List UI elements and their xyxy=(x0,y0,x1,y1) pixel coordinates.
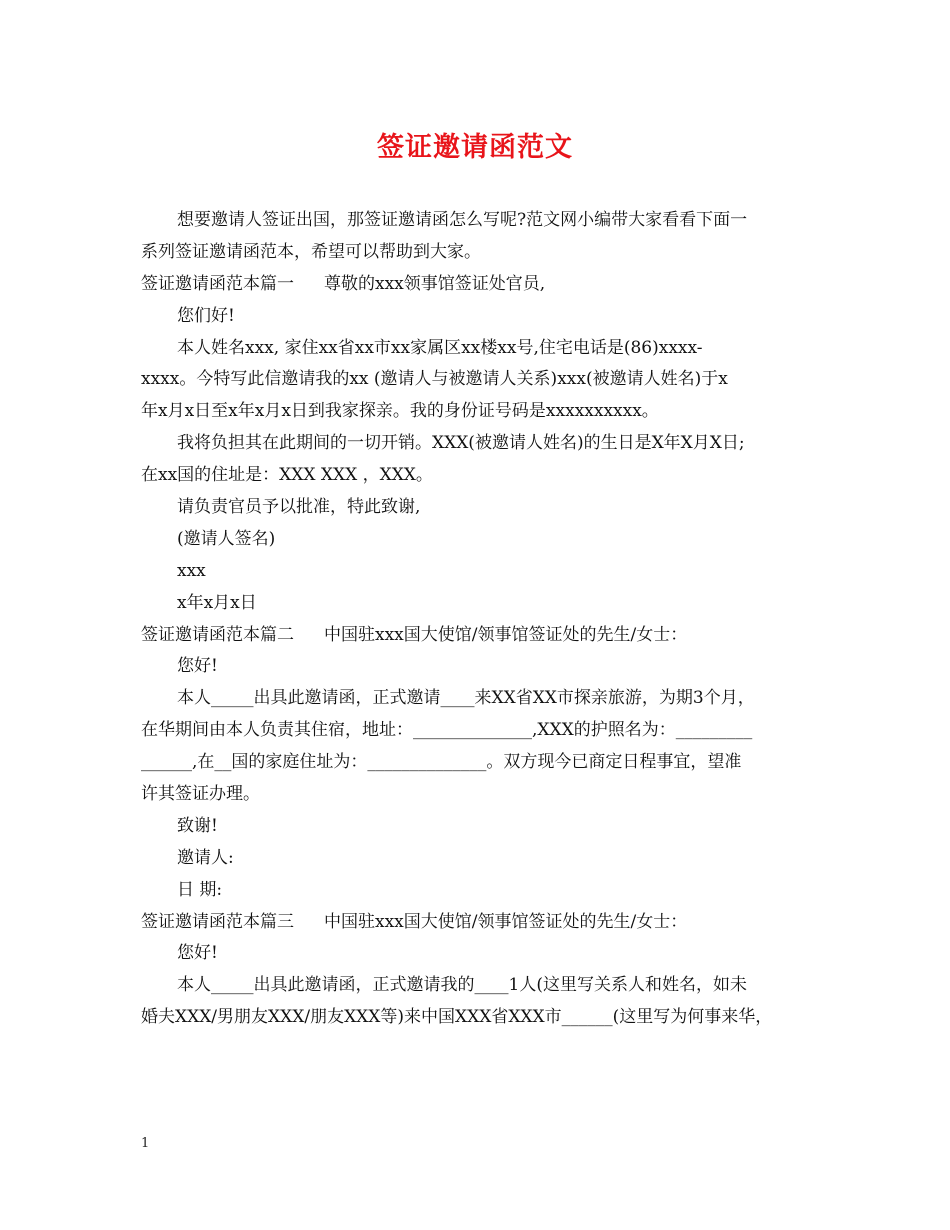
section-heading: 签证邀请函范本篇二 xyxy=(141,624,294,645)
letter-body-line: 在华期间由本人负责其住宿，地址：______________,XXX的护照名为：_________ xyxy=(141,720,753,741)
letter-greeting: 您们好! xyxy=(177,305,235,326)
intro-paragraph-line: 想要邀请人签证出国，那签证邀请函怎么写呢?范文网小编带大家看看下面一 xyxy=(177,210,748,230)
letter-body-line: 本人_____出具此邀请函，正式邀请____来XX省XX市探亲旅游，为期3个月， xyxy=(177,688,755,709)
letter-addressee: 中国驻xxx国大使馆/领事馆签证处的先生/女士： xyxy=(324,624,688,645)
section3-heading-line xyxy=(141,907,811,939)
letter-body-line: 在xx国的住址是：XXX XXX ，XXX。 xyxy=(141,465,433,486)
letter-date: x年x月x日 xyxy=(177,592,257,613)
intro-paragraph-line: 系列签证邀请函范本，希望可以帮助到大家。 xyxy=(141,241,481,262)
letter-thanks: 致谢! xyxy=(177,815,218,836)
letter-closing: 请负责官员予以批准，特此致谢, xyxy=(177,497,421,518)
letter-body-line: 许其签证办理。 xyxy=(141,784,260,805)
section-heading: 签证邀请函范本篇一 xyxy=(141,273,294,294)
section-heading: 签证邀请函范本篇三 xyxy=(141,911,294,932)
section2-heading-line xyxy=(141,620,811,652)
section1-heading-line xyxy=(141,269,811,301)
letter-body-line: 本人姓名xxx, 家住xx省xx市xx家属区xx楼xx号,住宅电话是(86)xxxx- xyxy=(177,337,703,358)
letter-addressee: 中国驻xxx国大使馆/领事馆签证处的先生/女士： xyxy=(324,911,688,932)
signature: xxx xyxy=(177,560,206,581)
letter-greeting: 您好! xyxy=(177,943,218,964)
letter-date-label: 日 期: xyxy=(177,879,223,900)
letter-body-line: 年x月x日至x年x月x日到我家探亲。我的身份证号码是xxxxxxxxxx。 xyxy=(141,401,659,422)
letter-inviter: 邀请人: xyxy=(177,847,234,868)
letter-greeting: 您好! xyxy=(177,656,218,677)
page-number: 1 xyxy=(141,1136,150,1151)
letter-body-line: 我将负担其在此期间的一切开销。XXX(被邀请人姓名)的生日是X年X月X日; xyxy=(177,433,745,454)
letter-addressee: 尊敬的xxx领事馆签证处官员, xyxy=(324,273,546,294)
letter-body-line: ______,在__国的家庭住址为：______________。双方现今已商定日程事宜，望准 xyxy=(141,752,742,773)
document-title: 签证邀请函范文 xyxy=(377,132,573,163)
letter-body-line: 本人_____出具此邀请函，正式邀请我的____1人(这里写关系人和姓名，如未 xyxy=(177,975,747,996)
letter-body-line: xxxx。今特写此信邀请我的xx (邀请人与被邀请人关系)xxx(被邀请人姓名)于x xyxy=(141,369,728,390)
letter-body-line: 婚夫XXX/男朋友XXX/朋友XXX等)来中国XXX省XXX市______(这里写为何事来华， xyxy=(141,1007,773,1028)
signature-label: (邀请人签名) xyxy=(177,528,276,549)
document-body xyxy=(141,205,811,1034)
